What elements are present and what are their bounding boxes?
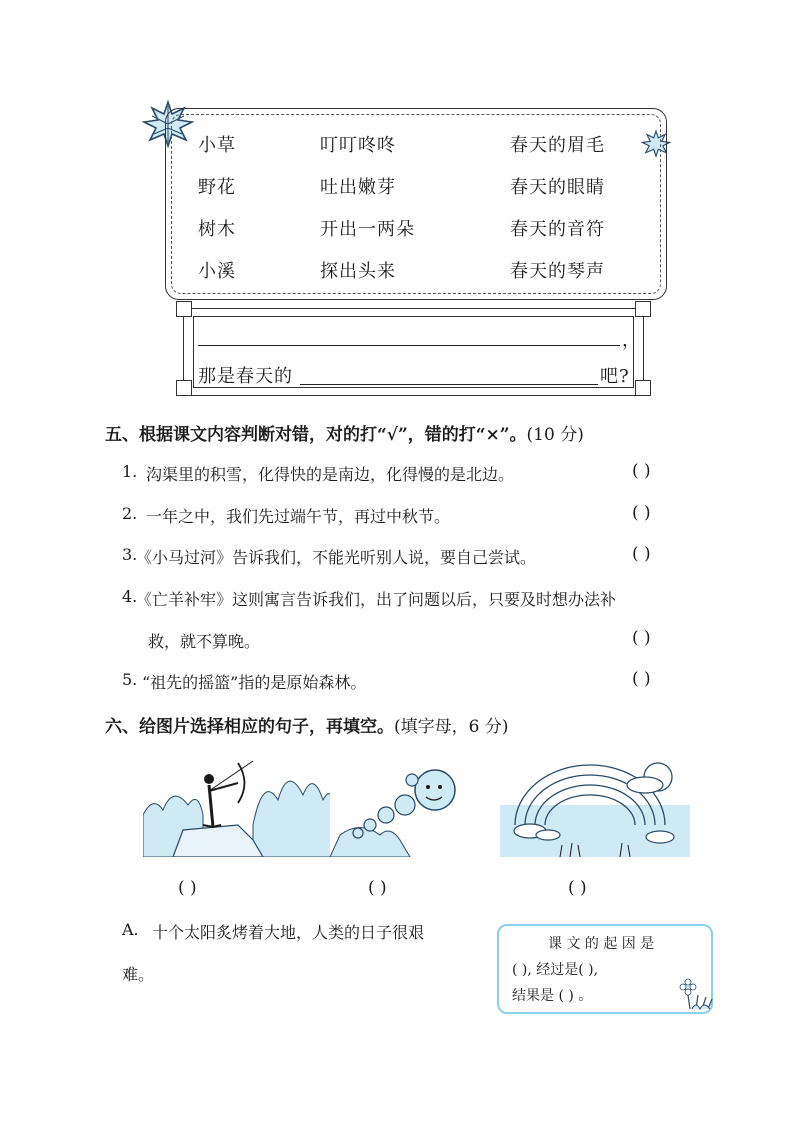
item-text-continued: 救，就不算晚。 — [148, 632, 261, 651]
section6-title-text: 六、给图片选择相应的句子，再填空。 — [105, 717, 394, 737]
corner-ornament — [176, 380, 192, 396]
option-a-label: A. — [122, 920, 139, 939]
item-text: 沟渠里的积雪，化得快的是南边，化得慢的是北边。 — [146, 465, 515, 484]
answer-line[interactable] — [300, 384, 598, 385]
word-col1: 小溪 — [198, 261, 236, 282]
corner-ornament — [176, 301, 192, 317]
line2-prefix: 那是春天的 — [198, 366, 293, 387]
answer-parentheses[interactable]: ( ) — [632, 461, 651, 481]
rainbow-landscape-picture — [500, 755, 690, 857]
answer-parentheses[interactable]: ( ) — [632, 544, 651, 564]
section6-points: (填字母，6 分) — [394, 717, 509, 737]
item-text: 一年之中，我们先过端午节，再过中秋节。 — [146, 507, 451, 526]
answer-parentheses[interactable]: ( ) — [632, 628, 651, 648]
picture-answer-parentheses[interactable]: ( ) — [568, 878, 587, 898]
archer-shooting-suns-picture — [143, 755, 333, 857]
section6-title — [105, 712, 508, 737]
section5-title-text: 五、根据课文内容判断对错，对的打“√”，错的打“×”。 — [105, 425, 527, 445]
section5-title — [105, 420, 584, 445]
word-col3: 春天的音符 — [510, 219, 605, 240]
option-a-text: 十个太阳炙烤着大地，人类的日子很艰 — [152, 923, 425, 942]
ten-suns-picture — [330, 755, 520, 857]
answer-parentheses[interactable]: ( ) — [632, 669, 651, 689]
item-number: 1. — [122, 462, 138, 481]
corner-ornament — [635, 301, 651, 317]
option-a-text-continued: 难。 — [122, 965, 155, 984]
item-number: 3. — [122, 545, 138, 564]
item-number: 2. — [122, 504, 138, 523]
flower-icon — [676, 975, 716, 1011]
item-text: 《亡羊补牢》这则寓言告诉我们，出了问题以后，只要及时想办法补 — [136, 590, 617, 609]
line2-suffix: 吧? — [600, 366, 630, 387]
note-line1: 课 文 的 起 因 是 — [548, 936, 655, 952]
item-number: 4. — [122, 587, 138, 606]
word-col1: 小草 — [198, 135, 236, 156]
note-line3[interactable]: 结果是 ( ) 。 — [512, 988, 593, 1004]
answer-parentheses[interactable]: ( ) — [632, 503, 651, 523]
word-col2: 叮叮咚咚 — [320, 135, 396, 156]
item-number: 5. — [122, 670, 138, 689]
word-col3: 春天的眼睛 — [510, 177, 605, 198]
word-col2: 开出一两朵 — [320, 219, 415, 240]
answer-line[interactable] — [198, 345, 620, 346]
picture-answer-parentheses[interactable]: ( ) — [368, 878, 387, 898]
word-col2: 探出头来 — [320, 261, 396, 282]
word-col3: 春天的眉毛 — [510, 135, 605, 156]
item-text: “祖先的摇篮”指的是原始森林。 — [142, 673, 367, 692]
item-text: 《小马过河》告诉我们，不能光听别人说，要自己尝试。 — [136, 548, 537, 567]
word-col1: 野花 — [198, 177, 236, 198]
note-line2[interactable]: ( ), 经过是( ), — [512, 962, 599, 978]
section5-points: (10 分) — [526, 425, 584, 445]
word-col1: 树木 — [198, 219, 236, 240]
picture-answer-parentheses[interactable]: ( ) — [178, 878, 197, 898]
word-col2: 吐出嫩芽 — [320, 177, 396, 198]
line1-punctuation: ， — [622, 330, 641, 351]
word-col3: 春天的琴声 — [510, 261, 605, 282]
corner-ornament — [635, 380, 651, 396]
